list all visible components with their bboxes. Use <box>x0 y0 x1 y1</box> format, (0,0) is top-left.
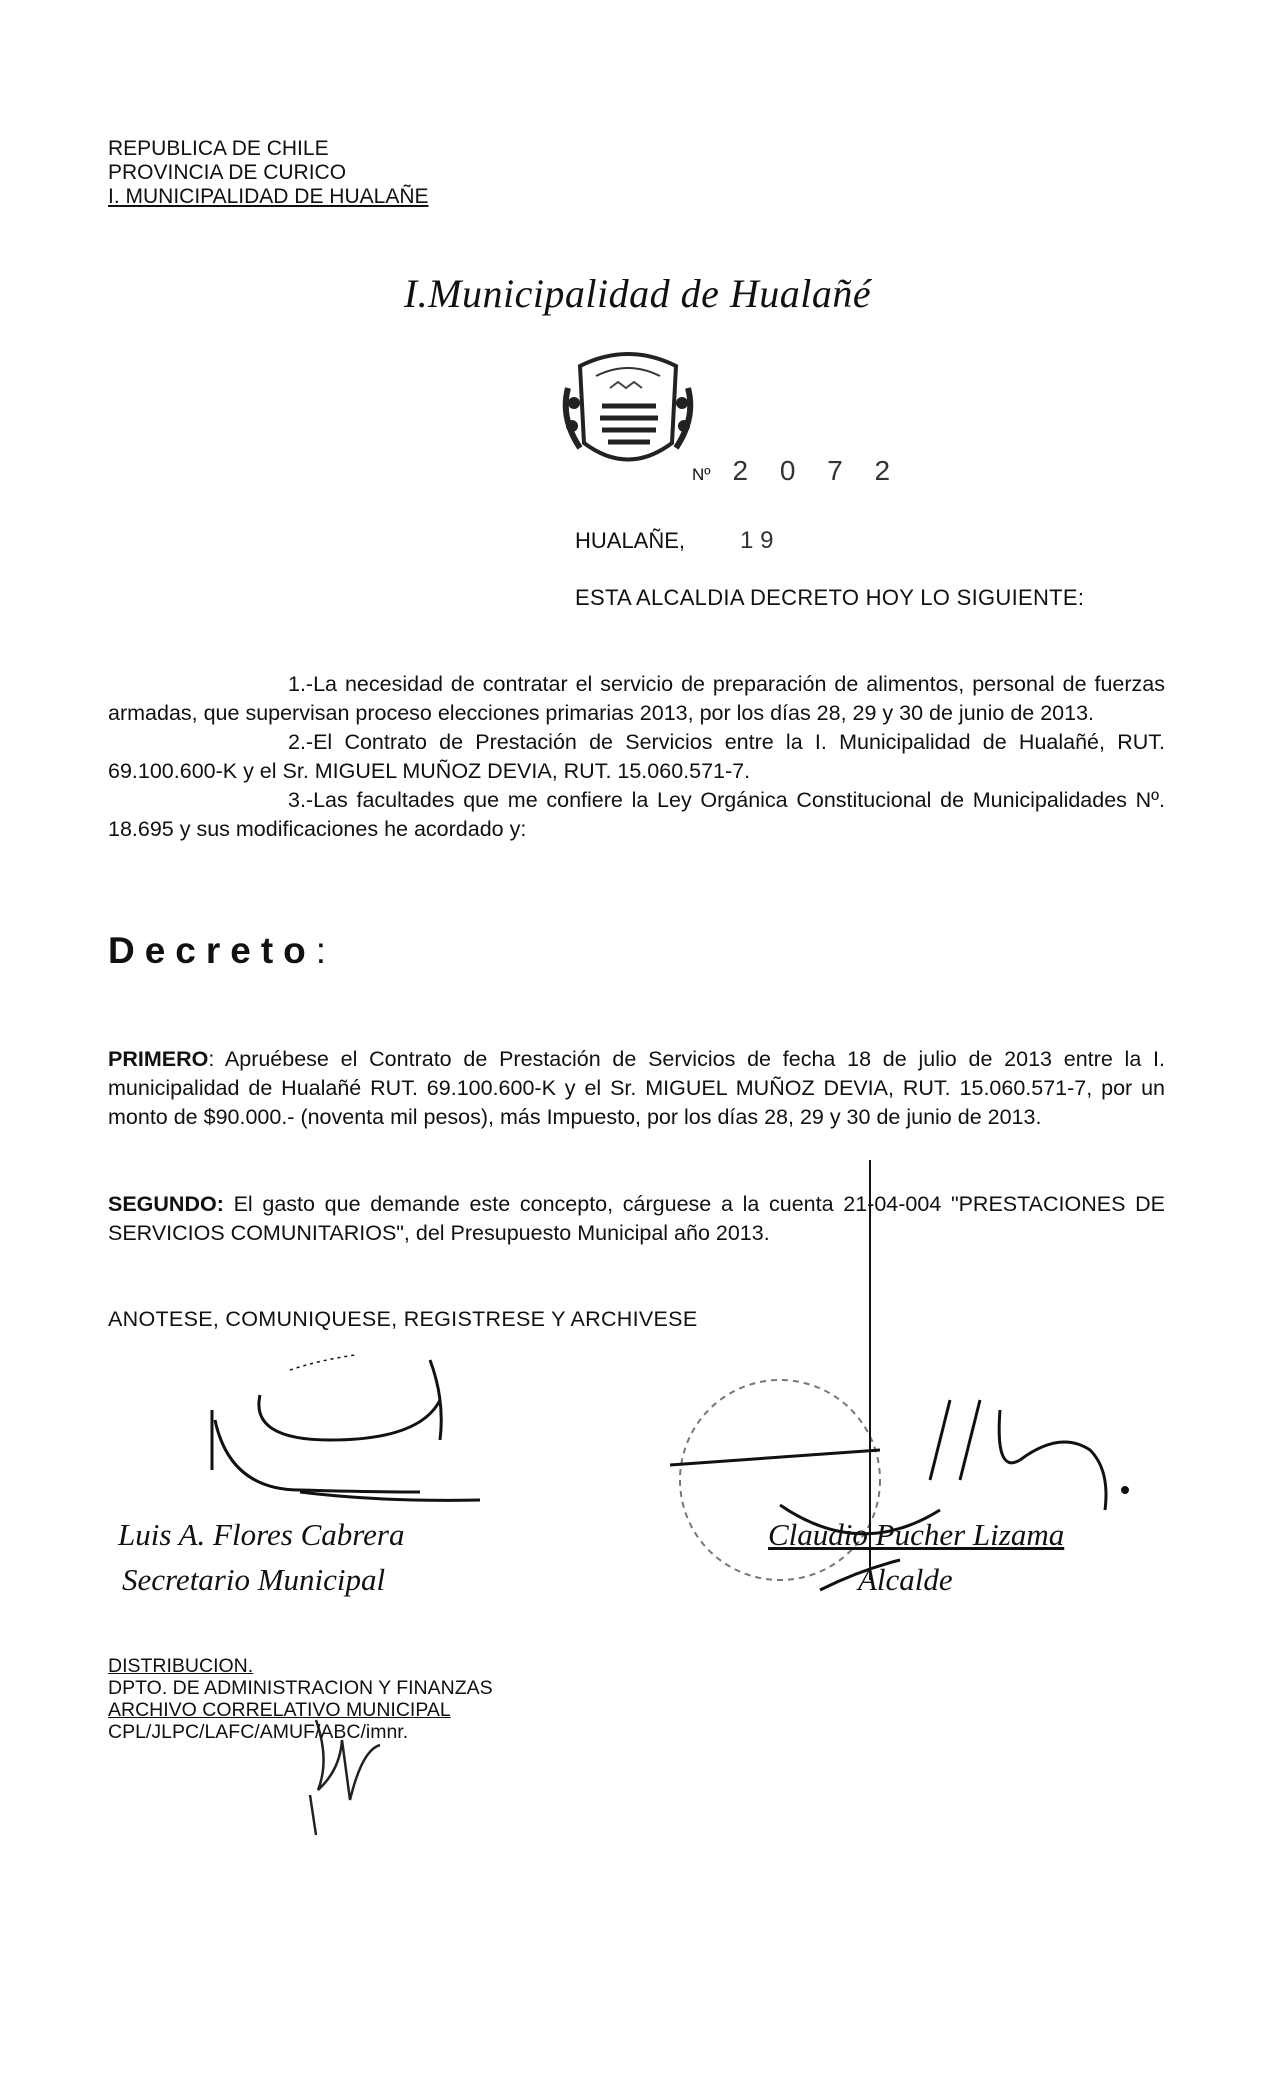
decree-number <box>692 455 902 487</box>
mayor-title: Alcalde <box>858 1562 953 1597</box>
consideration-3: 3.-Las facultades que me confiere la Ley Orgánica Constitucional de Municipalidades Nº. 18.695 y sus modificaciones he acordado y: <box>108 788 1165 841</box>
distribution-block <box>108 1655 493 1743</box>
letterhead <box>108 137 429 209</box>
article-primero-label: PRIMERO <box>108 1047 209 1071</box>
distribution-line-1: DPTO. DE ADMINISTRACION Y FINANZAS <box>108 1677 493 1699</box>
article-segundo-text: El gasto que demande este concepto, cárguese a la cuenta 21-04-004 "PRESTACIONES DE SERVICIOS COMUNITARIOS", del Presupuesto Municipal año 2013. <box>108 1192 1165 1245</box>
closing-formula: ANOTESE, COMUNIQUESE, REGISTRESE Y ARCHIVESE <box>108 1307 698 1331</box>
consideration-2: 2.-El Contrato de Prestación de Servicios entre la I. Municipalidad de Hualañé, RUT. 69.100.600-K y el Sr. MIGUEL MUÑOZ DEVIA, RUT. 15.060.571-7. <box>108 730 1165 783</box>
decree-number-prefix: Nº <box>692 465 711 484</box>
article-primero-text: : Apruébese el Contrato de Prestación de Servicios de fecha 18 de julio de 2013 entre la I. municipalidad de Hualañé RUT. 69.100.600-K y el Sr. MIGUEL MUÑOZ DEVIA, RUT. 15.060.571-7, por un monto de $90.000.- (noventa mil pesos), más Impuesto, por los días 28, 29 y 30 de junio de 2013. <box>108 1047 1165 1129</box>
municipal-crest-icon <box>560 348 696 473</box>
decreto-heading-text: Decreto <box>108 930 316 971</box>
place-city: HUALAÑE, <box>575 528 686 553</box>
article-primero <box>108 1045 1165 1132</box>
decree-lead-in: ESTA ALCALDIA DECRETO HOY LO SIGUIENTE: <box>575 585 1085 610</box>
secretary-signature-icon <box>212 1355 480 1500</box>
mayor-name: Claudio Pucher Lizama <box>768 1517 1065 1552</box>
date-stamp: 1 9 <box>740 527 774 554</box>
secretary-name: Luis A. Flores Cabrera <box>118 1517 405 1552</box>
decreto-heading <box>108 930 326 972</box>
distribution-line-3: CPL/JLPC/LAFC/AMUF/ABC/imnr. <box>108 1721 409 1743</box>
document-title: I.Municipalidad de Hualañé <box>403 271 872 316</box>
distribution-line-2: ARCHIVO CORRELATIVO MUNICIPAL <box>108 1699 451 1721</box>
letterhead-municipality: I. MUNICIPALIDAD DE HUALAÑE <box>108 185 429 208</box>
decree-number-value: 2 0 7 2 <box>732 455 903 486</box>
considerations <box>108 670 1165 844</box>
article-segundo-label: SEGUNDO: <box>108 1192 224 1216</box>
article-segundo <box>108 1190 1165 1248</box>
letterhead-province: PROVINCIA DE CURICO <box>108 161 347 184</box>
consideration-1: 1.-La necesidad de contratar el servicio de preparación de alimentos, personal de fuerzas armadas, que supervisan proceso elecciones primarias 2013, por los días 28, 29 y 30 de junio de 2013. <box>108 672 1165 725</box>
place-date <box>575 527 773 555</box>
letterhead-country: REPUBLICA DE CHILE <box>108 137 329 160</box>
secretary-title: Secretario Municipal <box>122 1562 386 1597</box>
distribution-heading: DISTRIBUCION. <box>108 1655 254 1677</box>
decreto-heading-colon: : <box>315 930 327 971</box>
